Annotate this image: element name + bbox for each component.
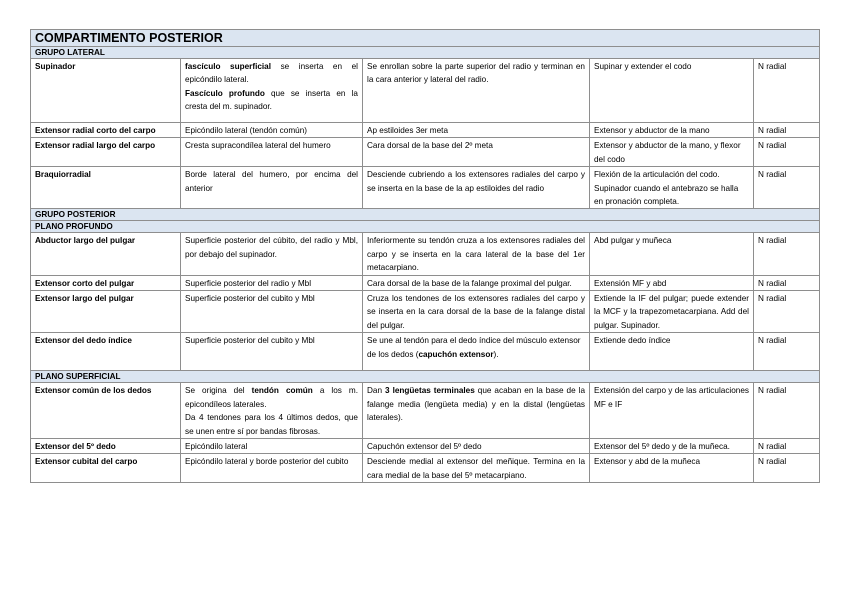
- muscle-insertion: Capuchón extensor del 5º dedo: [363, 438, 590, 453]
- muscle-nerve: N radial: [754, 275, 820, 290]
- muscle-insertion: Cara dorsal de la base del 2º meta: [363, 138, 590, 167]
- muscle-origin: Superficie posterior del cubito y Mbl: [181, 333, 363, 371]
- muscle-nerve: N radial: [754, 167, 820, 209]
- table-row: [31, 275, 820, 290]
- muscle-nerve: N radial: [754, 333, 820, 371]
- table-row: [31, 233, 820, 275]
- muscle-action: Extensión del carpo y de las articulaciones MF e IF: [590, 383, 754, 439]
- table-row: [31, 438, 820, 453]
- section-row: [31, 47, 820, 59]
- muscle-nerve: N radial: [754, 138, 820, 167]
- table-row: [31, 333, 820, 371]
- table-row: [31, 138, 820, 167]
- muscle-name: Extensor corto del pulgar: [31, 275, 181, 290]
- muscle-name: Extensor del dedo índice: [31, 333, 181, 371]
- section-row: [31, 221, 820, 233]
- muscle-action: Flexión de la articulación del codo. Supinador cuando el antebrazo se halla en pronación completa.: [590, 167, 754, 209]
- muscle-table-sheet: [30, 29, 819, 483]
- muscle-name: Supinador: [31, 59, 181, 123]
- section-grupo-posterior: GRUPO POSTERIOR: [31, 209, 820, 221]
- muscle-nerve: N radial: [754, 59, 820, 123]
- table-row: [31, 167, 820, 209]
- muscle-name: Extensor del 5º dedo: [31, 438, 181, 453]
- muscle-action: Extensor y abd de la muñeca: [590, 454, 754, 483]
- muscle-origin: fascículo superficial se inserta en el epicóndilo lateral. Fascículo profundo que se inserta en la cresta del m. supinador.: [181, 59, 363, 123]
- muscle-insertion: Dan 3 lengüetas terminales que acaban en la base de la falange media (lengüeta media) y en la distal (lengüetas laterales).: [363, 383, 590, 439]
- muscle-insertion: Ap estiloides 3er meta: [363, 123, 590, 138]
- muscle-name: Extensor largo del pulgar: [31, 291, 181, 333]
- muscle-origin: Epicóndilo lateral y borde posterior del cubito: [181, 454, 363, 483]
- muscle-insertion: Se enrollan sobre la parte superior del radio y terminan en la cara anterior y lateral del radio.: [363, 59, 590, 123]
- muscle-table: [30, 29, 820, 483]
- muscle-action: Abd pulgar y muñeca: [590, 233, 754, 275]
- table-row: [31, 59, 820, 123]
- muscle-name: Extensor radial largo del carpo: [31, 138, 181, 167]
- muscle-name: Extensor cubital del carpo: [31, 454, 181, 483]
- muscle-nerve: N radial: [754, 233, 820, 275]
- muscle-name: Braquiorradial: [31, 167, 181, 209]
- muscle-name: Extensor radial corto del carpo: [31, 123, 181, 138]
- muscle-action: Extensor y abductor de la mano: [590, 123, 754, 138]
- muscle-origin: Epicóndilo lateral (tendón común): [181, 123, 363, 138]
- section-row: [31, 371, 820, 383]
- muscle-insertion: Cara dorsal de la base de la falange proximal del pulgar.: [363, 275, 590, 290]
- muscle-origin: Borde lateral del humero, por encima del anterior: [181, 167, 363, 209]
- muscle-origin: Epicóndilo lateral: [181, 438, 363, 453]
- muscle-action: Extensor y abductor de la mano, y flexor del codo: [590, 138, 754, 167]
- muscle-origin: Cresta supracondílea lateral del humero: [181, 138, 363, 167]
- section-plano-superficial: PLANO SUPERFICIAL: [31, 371, 820, 383]
- muscle-insertion: Desciende medial al extensor del meñique. Termina en la cara medial de la base del 5º metacarpiano.: [363, 454, 590, 483]
- table-row: [31, 291, 820, 333]
- muscle-action: Extensor del 5º dedo y de la muñeca.: [590, 438, 754, 453]
- muscle-insertion: Desciende cubriendo a los extensores radiales del carpo y se inserta en la base de la ap estiloides del radio: [363, 167, 590, 209]
- muscle-name: Extensor común de los dedos: [31, 383, 181, 439]
- table-row: [31, 454, 820, 483]
- muscle-nerve: N radial: [754, 383, 820, 439]
- muscle-nerve: N radial: [754, 438, 820, 453]
- muscle-action: Extiende la IF del pulgar; puede extender la MCF y la trapezometacarpiana. Add del pulgar. Supinador.: [590, 291, 754, 333]
- muscle-action: Extensión MF y abd: [590, 275, 754, 290]
- muscle-insertion: Cruza los tendones de los extensores radiales del carpo y se inserta en la cara dorsal de la base de la falange distal del pulgar.: [363, 291, 590, 333]
- table-row: [31, 383, 820, 439]
- muscle-origin: Superficie posterior del cubito y Mbl: [181, 291, 363, 333]
- muscle-nerve: N radial: [754, 291, 820, 333]
- muscle-action: Supinar y extender el codo: [590, 59, 754, 123]
- muscle-action: Extiende dedo índice: [590, 333, 754, 371]
- muscle-insertion: Se une al tendón para el dedo índice del músculo extensor de los dedos (capuchón extensor).: [363, 333, 590, 371]
- section-row: [31, 209, 820, 221]
- title-row: [31, 30, 820, 47]
- muscle-origin: Se origina del tendón común a los m. epicondíleos laterales. Da 4 tendones para los 4 últimos dedos, que se unen entre sí por bandas fibrosas.: [181, 383, 363, 439]
- section-grupo-lateral: GRUPO LATERAL: [31, 47, 820, 59]
- muscle-nerve: N radial: [754, 454, 820, 483]
- muscle-origin: Superficie posterior del radio y Mbl: [181, 275, 363, 290]
- section-plano-profundo: PLANO PROFUNDO: [31, 221, 820, 233]
- muscle-insertion: Inferiormente su tendón cruza a los extensores radiales del carpo y se inserta en la cara lateral de la base del 1er metacarpiano.: [363, 233, 590, 275]
- muscle-name: Abductor largo del pulgar: [31, 233, 181, 275]
- table-row: [31, 123, 820, 138]
- muscle-nerve: N radial: [754, 123, 820, 138]
- table-title: COMPARTIMENTO POSTERIOR: [31, 30, 820, 47]
- muscle-origin: Superficie posterior del cúbito, del radio y Mbl, por debajo del supinador.: [181, 233, 363, 275]
